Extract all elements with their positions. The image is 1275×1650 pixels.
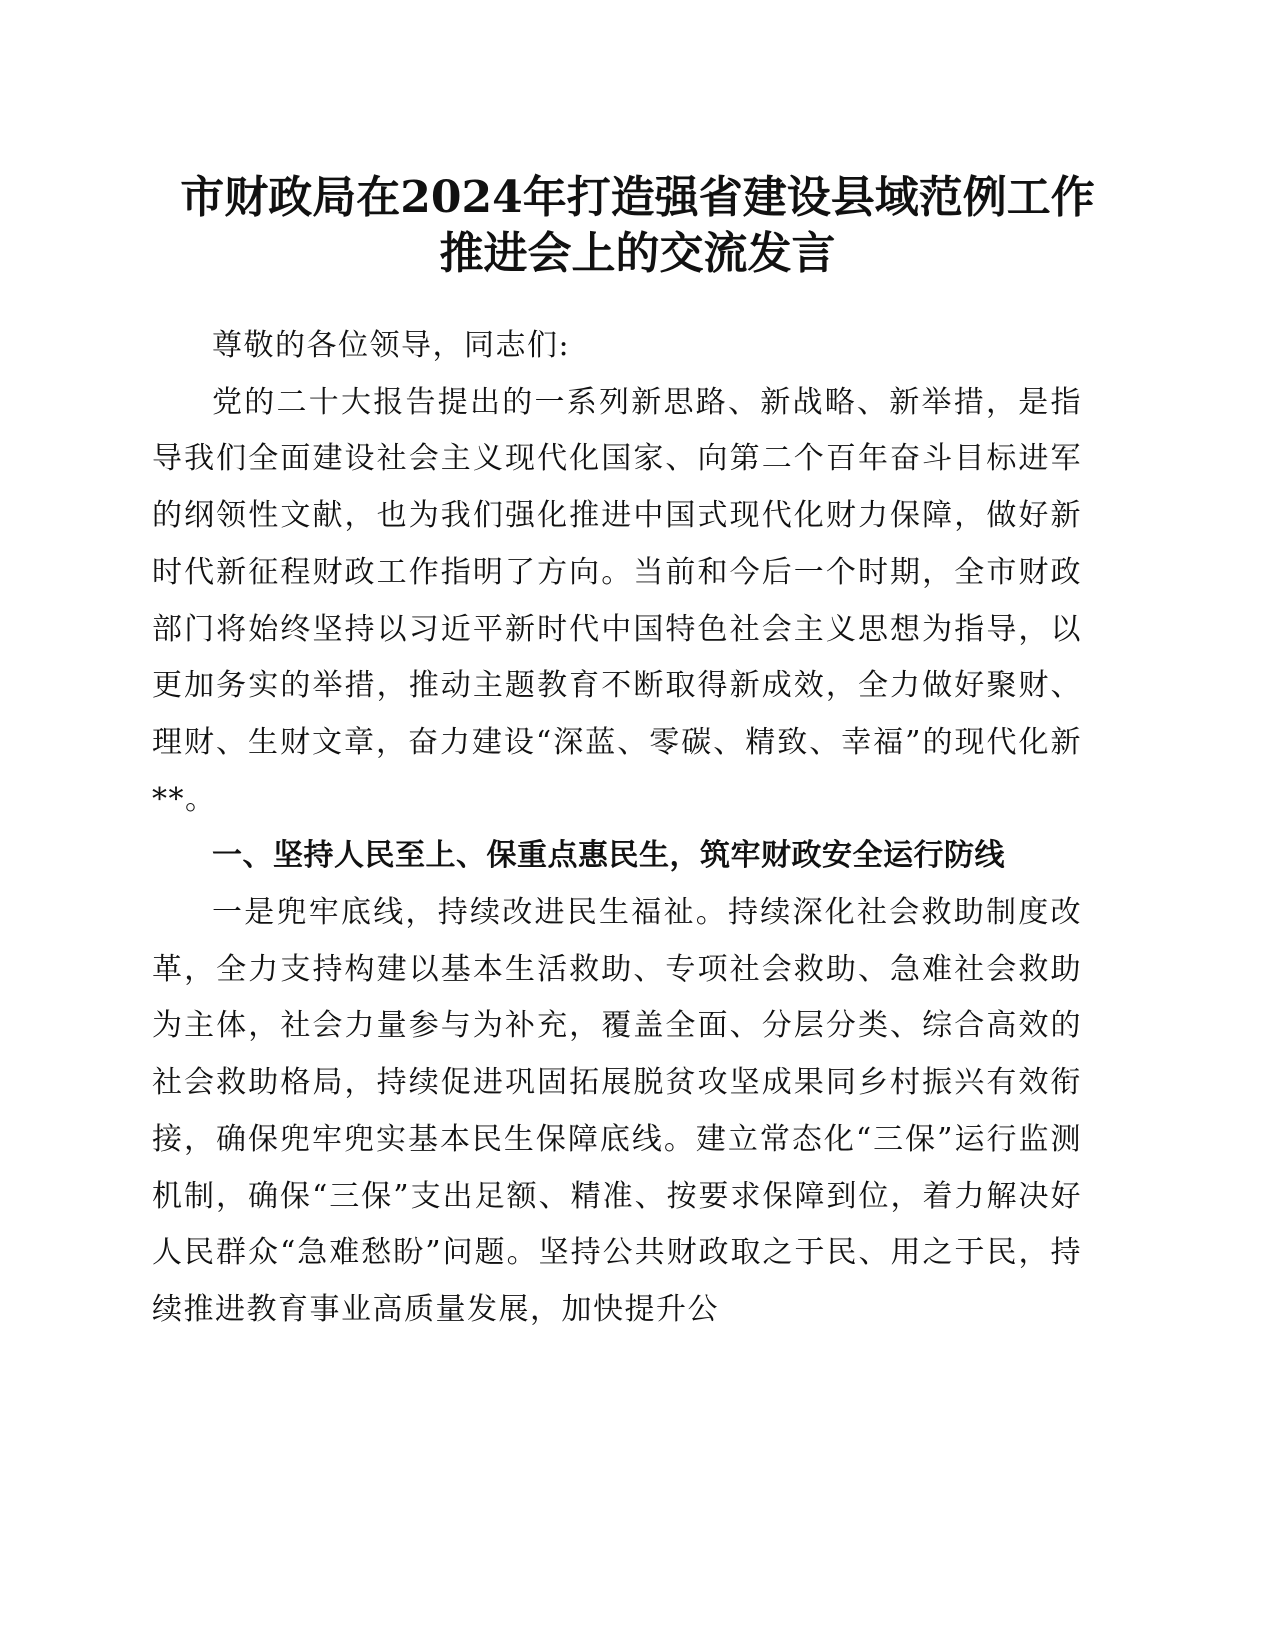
document-body bbox=[152, 318, 1082, 1339]
title-line-2: 推进会上的交流发言 bbox=[439, 228, 836, 279]
title-line-1: 市财政局在2024年打造强省建设县域范例工作 bbox=[180, 172, 1095, 223]
paragraph-intro: 党的二十大报告提出的一系列新思路、新战略、新举措，是指导我们全面建设社会主义现代化国家、向第二个百年奋斗目标进军的纲领性文献，也为我们强化推进中国式现代化财力保障，做好新时代新征程财政工作指明了方向。当前和今后一个时期，全市财政部门将始终坚持以习近平新时代中国特色社会主义思想为指导，以更加务实的举措，推动主题教育不断取得新成效，全力做好聚财、理财、生财文章，奋力建设“深蓝、零碳、精致、幸福”的现代化新**。 bbox=[152, 384, 1082, 817]
salutation: 尊敬的各位领导，同志们: bbox=[212, 328, 571, 363]
section-heading-1: 一、坚持人民至上、保重点惠民生，筑牢财政安全运行防线 bbox=[212, 838, 1005, 874]
document-title bbox=[120, 170, 1155, 282]
paragraph-section-1: 一是兜牢底线，持续改进民生福祉。持续深化社会救助制度改革，全力支持构建以基本生活救助、专项社会救助、急难社会救助为主体，社会力量参与为补充，覆盖全面、分层分类、综合高效的社会救助格局，持续促进巩固拓展脱贫攻坚成果同乡村振兴有效衔接，确保兜牢兜实基本民生保障底线。建立常态化“三保”运行监测机制，确保“三保”支出足额、精准、按要求保障到位，着力解决好人民群众“急难愁盼”问题。坚持公共财政取之于民、用之于民，持续推进教育事业高质量发展，加快提升公 bbox=[152, 895, 1082, 1327]
